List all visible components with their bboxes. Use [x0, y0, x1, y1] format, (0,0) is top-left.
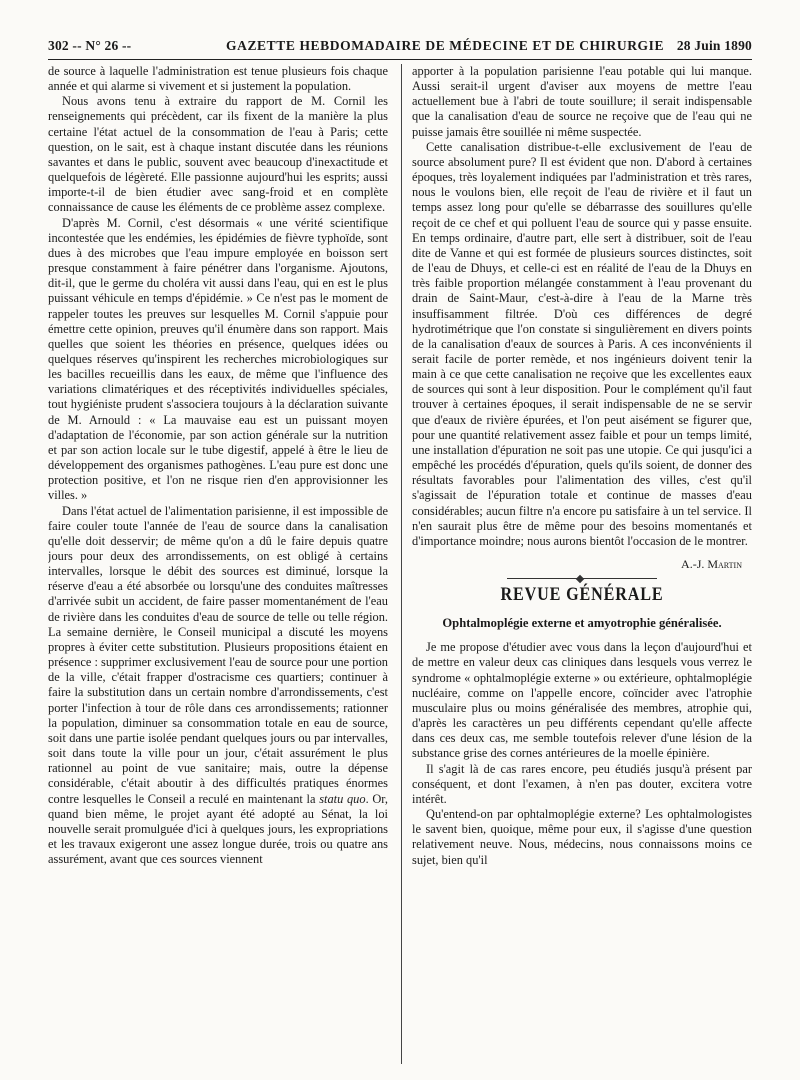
right-column [412, 64, 752, 1064]
paragraph-text: . Or, quand bien même, le projet ayant été adopté au Sénat, la loi nouvelle serait promulguée d'ici à quelques jours, les expropriations et les travaux exigeront une assez longue durée, trois ou quatre ans assurément, avant que ces sources viennent [48, 791, 388, 867]
paragraph: Cette canalisation distribue-t-elle exclusivement de l'eau de source absolument pure? Il est évident que non. D'abord à certaines époques, très loyalement indiquées par l'administration et très rares, nous le voulons bien, elle reçoit de l'eau de rivière et il faut un temps assez long pour qu'elle se débarrasse des souillures qu'elle reçoit de ce chef et qui polluent l'eau de source qui y passe ensuite. En temps ordinaire, d'autre part, elle sert à distribuer, soit de l'eau dite de Vanne et qui est formée de plusieurs sources distinctes, soit de l'eau de Dhuys, et celle-ci est en réalité de l'eau de la Dhuys en très faible proportion mélangée constamment à l'eau provenant du drain de Saint-Maur, c'est-à-dire à l'eau de la Marne très insuffisamment filtrée. D'où ces différences de degré hydrotimétrique que l'on constate si singulièrement en divers points de la canalisation d'eaux de sources à Paris. A ces inconvénients il serait facile de porter remède, et nos ingénieurs doivent tenir la main à ce que cette canalisation ne reçoive que les excellentes eaux de sources qui sont à leur disposition. Pour le complément qu'il faut trouver à certaines époques, il serait indispensable de ne se servir que d'eaux de rivière épurées, et l'on peut aisément se figurer que, pour une quantité relativement assez faible et pour un temps limité, une installation d'épuration ne soit pas une utopie. Ce qui jusqu'ici a empêché les procédés d'épuration, quels qu'ils soient, de donner des résultats favorables pour l'alimentation des villes, c'est qu'il s'agissait de l'épuration totale et continue de masses d'eau considérables; aucun filtre n'a encore pu satisfaire à un tel service. Il n'en saurait plus être de même pour des besoins momentanés et d'importance moindre; nous aurons bientôt l'occasion de le montrer. [412, 139, 752, 548]
paragraph: Je me propose d'étudier avec vous dans la leçon d'aujourd'hui et de mettre en valeur deux cas cliniques dans lesquels vous verrez le syndrome « ophtalmoplégie externe » ou extérieure, ophtalmoplégie nucléaire, comme on l'appelle encore, coïncider avec l'atrophie musculaire plus ou moins généralisée des membres, atrophie qui, d'après les caractères un peu différents cependant qu'elle affecte dans ces deux cas, me semble toutefois relever d'une lésion de la substance grise des cornes antérieures de la moelle épinière. [412, 640, 752, 761]
journal-title: GAZETTE HEBDOMADAIRE DE MÉDECINE ET DE CHIRURGIE [226, 38, 665, 53]
paragraph: apporter à la population parisienne l'eau potable qui lui manque. Aussi serait-il urgent d'aviser aux moyens de mettre l'eau actuellement bue à l'abri de toute souillure; il serait indispensable que la canalisation d'eau de source ne reçoive que de l'eau qui ne puisse jamais être souillée ni même suspectée. [412, 64, 752, 139]
author-signature: A.-J. Martin [681, 557, 742, 571]
page-number: 302 -- N° 26 -- [48, 38, 132, 53]
section-title: REVUE GÉNÉRALE [500, 584, 664, 606]
column-divider [401, 64, 402, 1064]
article-title: Ophtalmoplégie externe et amyotrophie généralisée. [442, 616, 722, 631]
paragraph: Qu'entend-on par ophtalmoplégie externe? Les ophtalmologistes le savent bien, quoique, même pour eux, il s'agisse d'une question relativement neuve. Nous, médecins, nous connaissons moins ce sujet, bien qu'il [412, 807, 752, 867]
paragraph: Il s'agit là de cas rares encore, peu étudiés jusqu'à présent par conséquent, et dont l'examen, à n'en pas douter, excitera votre intérêt. [412, 761, 752, 806]
paragraph: de source à laquelle l'administration est tenue plusieurs fois chaque année et qui alarme si vivement et si justement la population. [48, 64, 388, 94]
issue-date: 28 Juin 1890 [676, 38, 752, 53]
running-header [48, 36, 752, 58]
header-rule [48, 59, 752, 60]
paragraph: D'après M. Cornil, c'est désormais « une vérité scientifique incontestée que les endémies, les épidémies de fièvre typhoïde, sont dues à des microbes que l'eau impure employée en boisson sert presque constamment à faire pénétrer dans l'organisme. Ajoutons, dit-il, que le germe du choléra vit aussi dans l'eau, qui en est le plus puissant véhicule en temps d'épidémie. » Ce n'est pas le moment de rappeler toutes les preuves sur lesquelles M. Cornil s'appuie pour émettre cette opinion, preuves qu'il énumère dans son rapport. Mais quelles que soient les théories en présence, quelques idées ou quelques réserves qu'inspirent les recherches microbiologiques sur les bacilles recueillis dans les eaux, de même que l'influence des variations climatériques et des réceptivités individuelles spéciales, tout hygiéniste prudent s'associera toujours à la déclaration suivante de M. Arnould : « La mauvaise eau est un puissant moyen d'adaptation de l'économie, par son action générale sur la nutrition et par son action locale sur le tube digestif, appelé à être le lieu de développement des organismes pathogènes. L'eau pure est donc une protection positive, et l'on ne risque rien d'en approvisionner les villes. » [48, 215, 388, 503]
paragraph-text: Dans l'état actuel de l'alimentation parisienne, il est impossible de faire couler toute l'année de l'eau de source dans la canalisation qu'elle doit desservir; de même qu'on a dû le faire depuis quatre jours pour deux des arrondissements, on est obligé à certains intervalles, lorsque le débit des sources est diminué, lorsque la réserve d'eau a été absorbée ou lorsqu'une des conduites maîtresses d'arrivée subit un accident, de faire passer momentanément de l'eau de rivière dans les conduites d'eau de source de telle ou telle région. La semaine dernière, le Conseil municipal a discuté les moyens propres à éviter cette substitution. Plusieurs propositions étaient en présence : supprimer exclusivement l'eau de source pour une portion de la ville, c'était frapper d'ostracisme ces quartiers; continuer à faire la substitution dans un certain nombre d'arrondissements, c'est porter l'infection à tour de rôle dans ces arrondissements; rationner la population, diminuer sa consommation totale en eau de source, soit dans une partie isolée pendant quelques jours ou par intervalles, soit dans toute la ville pour un jour, c'était assurément le plus rationnel au point de vue sanitaire; mais, outre la dépense considérable, c'était aboutir à des difficultés pratiques énormes contre lesquelles le Conseil a reculé en maintenant la [48, 503, 388, 806]
italic-phrase: statu quo [319, 791, 366, 806]
left-column [48, 64, 388, 1064]
section-separator [507, 578, 657, 579]
paragraph: Nous avons tenu à extraire du rapport de M. Cornil les renseignements qui précèdent, car ils fixent de la manière la plus certaine l'état actuel de la consommation de l'eau à Paris; cette question, on le sait, est à chaque instant discutée dans les réunions savantes et dans le public, souvent avec beaucoup d'inexactitude et quelquefois de légèreté. Elle passionne aujourd'hui les esprits; aussi importe-t-il de bien étudier avec sang-froid et en complète connaissance de cause les éléments de ce problème assez complexe. [48, 94, 388, 215]
paragraph [48, 504, 388, 868]
